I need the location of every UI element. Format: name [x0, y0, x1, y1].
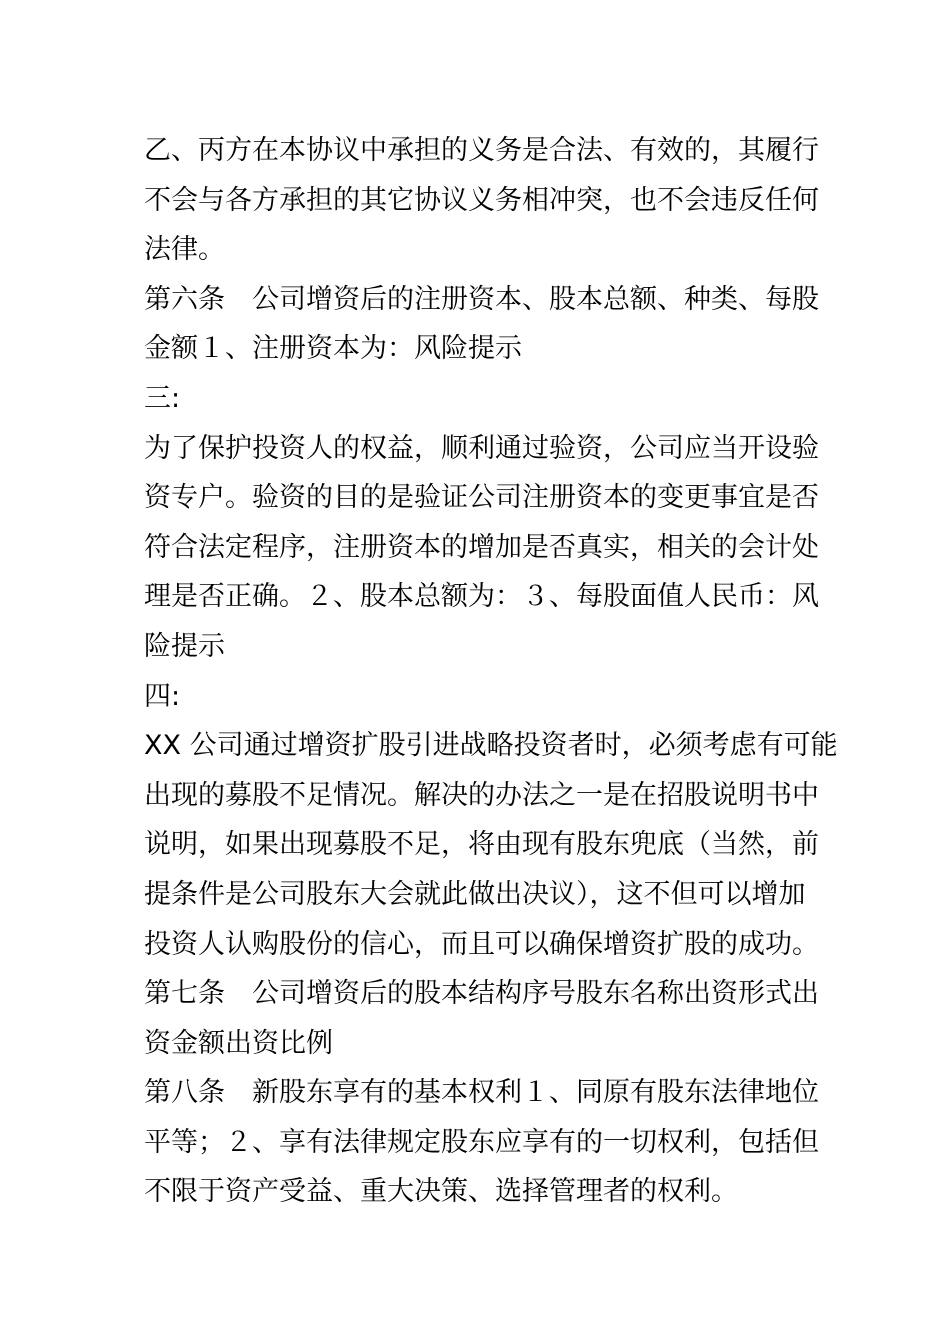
text-line: 为了保护投资人的权益，顺利通过验资，公司应当开设验	[144, 432, 819, 464]
text-line: 资专户。验资的目的是验证公司注册资本的变更事宜是否	[144, 482, 819, 514]
text-line: 出现的募股不足情况。解决的办法之一是在招股说明书中	[144, 779, 819, 811]
text-line: 理是否正确。２、股本总额为：３、每股面值人民币：风	[144, 581, 819, 613]
text-line: 符合法定程序，注册资本的增加是否真实，相关的会计处	[144, 531, 819, 563]
text-line: 提条件是公司股东大会就此做出决议），这不但可以增加	[144, 878, 806, 910]
article-6-heading-line: 第六条 公司增资后的注册资本、股本总额、种类、每股	[144, 283, 819, 315]
text-line: 资金额出资比例	[144, 1027, 333, 1059]
text-line: 不限于资产受益、重大决策、选择管理者的权利。	[144, 1176, 738, 1208]
text-line: 金额１、注册资本为：风险提示	[144, 333, 522, 365]
risk-note-3-label: 三:	[144, 382, 181, 414]
text-line: 平等；２、享有法律规定股东应享有的一切权利，包括但	[144, 1126, 819, 1158]
text-line: 法律。	[144, 234, 225, 266]
article-7-heading-line: 第七条 公司增资后的股本结构序号股东名称出资形式出	[144, 978, 819, 1010]
text-line: 险提示	[144, 630, 225, 662]
text-line: 乙、丙方在本协议中承担的义务是合法、有效的，其履行	[144, 135, 819, 166]
text-line: 投资人认购股份的信心，而且可以确保增资扩股的成功。	[144, 928, 819, 960]
risk-note-4-label: 四:	[144, 680, 181, 712]
article-8-heading-line: 第八条 新股东享有的基本权利１、同原有股东法律地位	[144, 1077, 819, 1109]
text-line: 说明，如果出现募股不足，将由现有股东兜底（当然，前	[144, 829, 819, 861]
text-line: 不会与各方承担的其它协议义务相冲突，也不会违反任何	[144, 184, 819, 216]
text-line: XX 公司通过增资扩股引进战略投资者时，必须考虑有可能	[144, 730, 838, 762]
document-body	[144, 126, 838, 1217]
